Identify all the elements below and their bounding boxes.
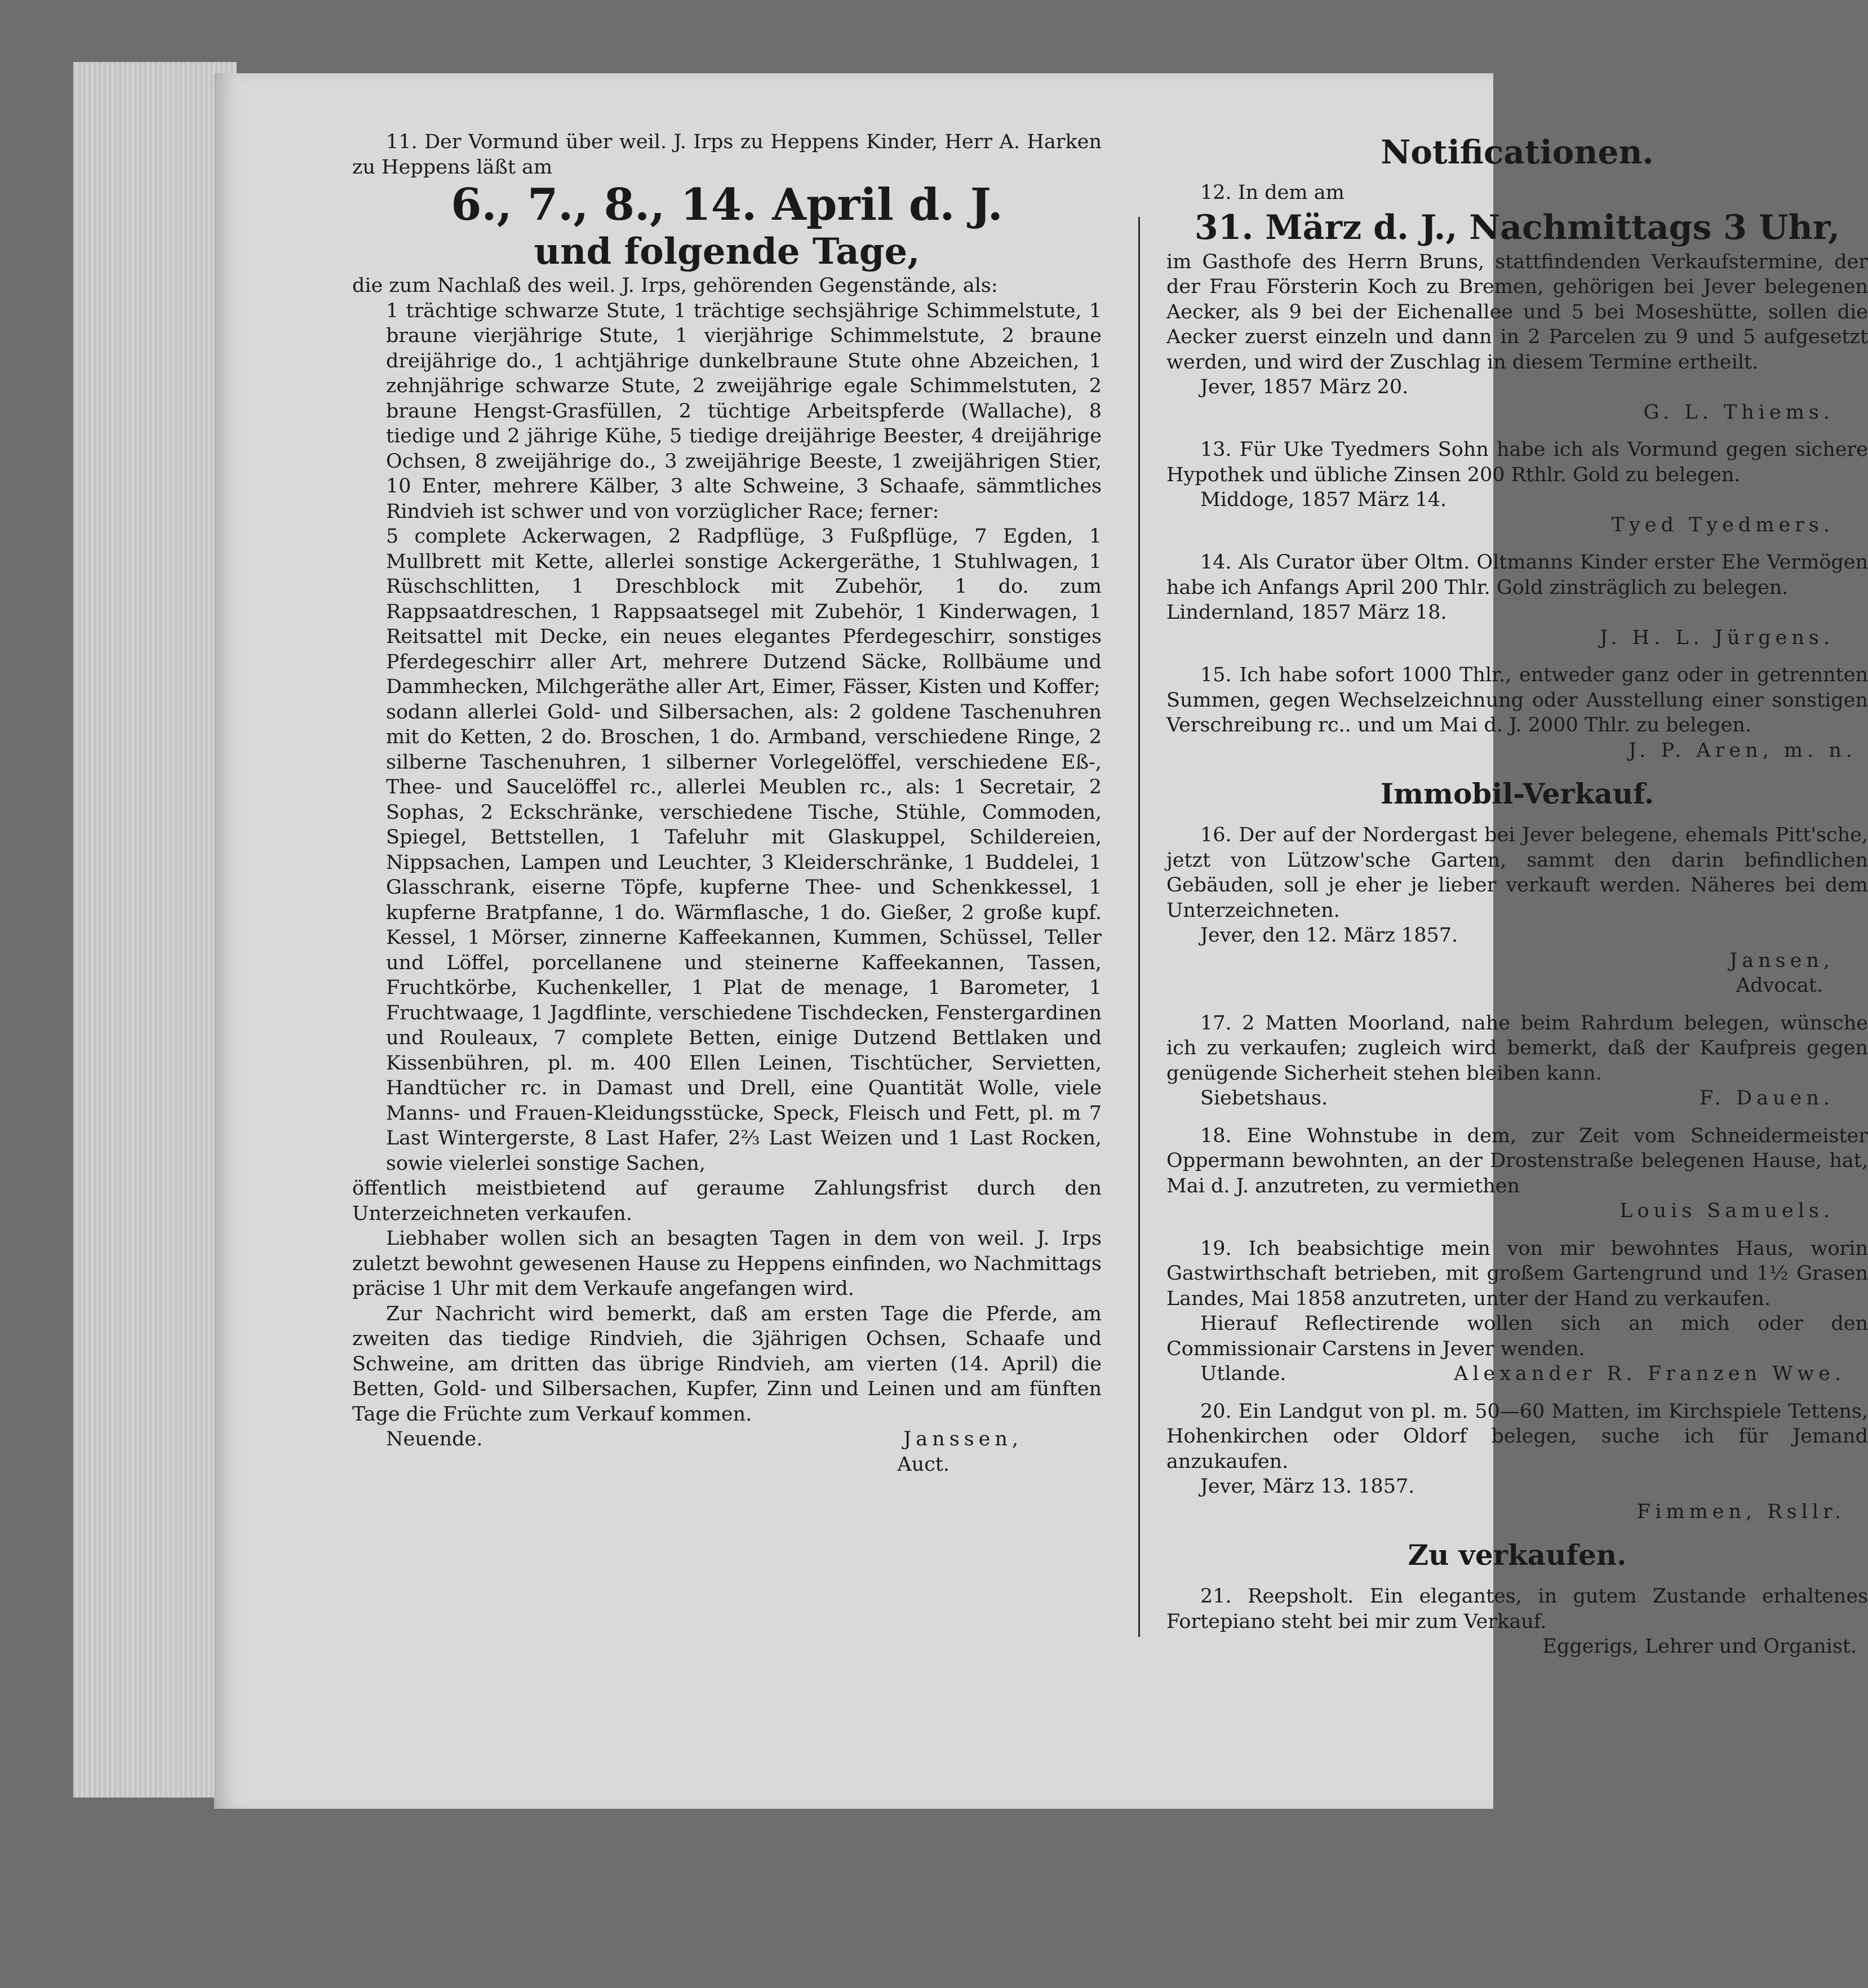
section-heading-zu-verkaufen: Zu verkaufen.: [1408, 1538, 1627, 1572]
notice-21-text: 21. Reepsholt. Ein elegantes, in gutem Zustande erhaltenes Fortepiano steht bei mir zum Verkauf.: [1166, 1585, 1868, 1633]
notice-18-text: 18. Eine Wohnstube in dem, zur Zeit vom Schneidermeister Oppermann bewohnten, an der Drostenstraße belegenen Hause, hat, Mai d. J. anzutreten, zu vermiethen: [1166, 1124, 1868, 1197]
notice-17-text: 17. 2 Matten Moorland, nahe beim Rahrdum belegen, wünsche ich zu verkaufen; zugleich wird bemerkt, daß der Kaufpreis gegen genügende Sicherheit stehen bleiben kann.: [1166, 1011, 1868, 1085]
section-heading-immobil: Immobil-Verkauf.: [1380, 777, 1654, 810]
notice-11-silver: sodann allerlei Gold- und Silbersachen, als: 2 goldene Taschenuhren mit do Ketten, 2 do. Broschen, 1 do. Armband, verschiedene Ringe, 2 silberne Taschenuhren, 1 silberner Vorlegelöffel, verschiedene Eß-, Thee- und Saucelöffel rc., allerlei Meublen rc., als: 1 Secretair, 2 Sophas, 2 Eckschränke, verschiedene Tische, Stühle, Commoden, Spiegel, Bettstellen, 1 Tafeluhr mit Glaskuppel, Schildereien, Nippsachen, Lampen und Leuchter, 3 Kleiderschränke, 1 Buddelei, 1 Glasschrank, eiserne Töpfe, kupferne Thee- und Schenkkessel, 1 kupferne Bratpfanne, 1 do. Wärmflasche, 1 do. Gießer, 2 große kupf. Kessel, 1 Mörser, zinnerne Kaffeekannen, Kummen, Schüssel, Teller und Löffel, porcellanene und steinerne Kaffeekannen, Tassen, Fruchtkörbe, Kuchenkeller, 1 Plat de menage, 1 Barometer, 1 Fruchtwaage, 1 Jagdflinte, verschiedene Tischdecken, Fenstergardinen und Rouleaux, 7 complete Betten, einige Dutzend Bettlaken und Kissenbühren, pl. m. 400 Ellen Leinen, Tischtücher, Servietten, Handtücher rc. in Damast und Drell, eine Quantität Wolle, viele Manns- und Frauen-Kleidungsstücke, Speck, Fleisch und Fett, pl. m 7 Last Wintergerste, 8 Last Hafer, 2⅔ Last Weizen und 1 Last Rocken, sowie vielerlei sonstige Sachen,: [386, 700, 1102, 1175]
notice-11-signer-title: Auct.: [897, 1453, 949, 1476]
notice-17-place: Siebetshaus.: [1200, 1087, 1328, 1110]
notice-11-lead: die zum Nachlaß des weil. J. Irps, gehörenden Gegenstände, als:: [352, 274, 998, 297]
notice-11-tools: 5 complete Ackerwagen, 2 Radpflüge, 3 Fußpflüge, 7 Egden, 1 Mullbrett mit Kette, allerlei sonstige Ackergeräthe, 1 Stuhlwagen, 1 Rüschschlitten, 1 Dreschblock mit Zubehör, 1 do. zum Rappsaatdreschen, 1 Rappsaatsegel mit Zubehör, 1 Kinderwagen, 1 Reitsattel mit Decke, ein neues elegantes Pferdegeschirr, sonstiges Pferdegeschirr aller Art, mehrere Dutzend Säcke, Rollbäume und Dammhecken, Milchgeräthe aller Art, Eimer, Fässer, Kisten und Koffer;: [386, 525, 1102, 698]
notice-14-sign: J. H. L. Jürgens.: [1600, 626, 1834, 649]
right-column: [1166, 130, 1868, 1659]
notice-15-text: 15. Ich habe sofort 1000 Thlr., entweder ganz oder in getrennten Summen, gegen Wechselzeichnung oder Ausstellung einer sonstigen Verschreibung rc.. und um Mai d. J. 2000 Thlr. zu belegen.: [1166, 664, 1868, 736]
notice-16-text: 16. Der auf der Nordergast bei Jever belegene, ehemals Pitt'sche, jetzt von Lützow'sche Garten, sammt den darin befindlichen Gebäuden, soll je eher je lieber verkauft werden. Näheres bei dem Unterzeichneten.: [1166, 824, 1868, 922]
notice-21-sign: Eggerigs, Lehrer und Organist.: [1542, 1635, 1857, 1658]
notice-11-note: Zur Nachricht wird bemerkt, daß am ersten Tage die Pferde, am zweiten das tiedige Rindvieh, die 3jährigen Ochsen, Schaafe und Schweine, am dritten das übrige Rindvieh, am vierten (14. April) die Betten, Gold- und Silbersachen, Kupfer, Zinn und Leinen und am fünften Tage die Früchte zum Verkauf kommen.: [352, 1302, 1102, 1426]
book-page-edges: [73, 62, 237, 1798]
notice-16-sign-title: Advocat.: [1736, 974, 1823, 997]
notice-12-intro: 12. In dem am: [1200, 181, 1345, 204]
notice-18-sign: Louis Samuels.: [1619, 1200, 1834, 1222]
notice-19-text-2: Hierauf Reflectirende wollen sich an mich oder den Commissionair Carstens in Jever wenden.: [1166, 1312, 1868, 1360]
notice-12-date: 31. März d. J., Nachmittags 3 Uhr,: [1194, 207, 1840, 247]
notice-11-dates: 6., 7., 8., 14. April d. J.: [451, 179, 1003, 230]
notice-11-public: öffentlich meistbietend auf geraume Zahlungsfrist durch den Unterzeichneten verkaufen.: [352, 1177, 1102, 1225]
notice-15-sign: J. P. Aren, m. n.: [1629, 739, 1857, 762]
notice-13-text: 13. Für Uke Tyedmers Sohn habe ich als Vormund gegen sichere Hypothek und übliche Zinsen 200 Rthlr. Gold zu belegen.: [1166, 438, 1868, 486]
column-divider: [1138, 217, 1140, 1637]
notice-19-place: Utlande.: [1200, 1363, 1286, 1385]
notice-17-sign: F. Dauen.: [1700, 1087, 1834, 1110]
newspaper-page: [214, 73, 1868, 1809]
notice-19-text: 19. Ich beabsichtige mein von mir bewohntes Haus, worin Gastwirthschaft betrieben, mit großem Gartengrund und 1½ Grasen Landes, Mai 1858 anzutreten, unter der Hand zu verkaufen.: [1166, 1237, 1868, 1310]
notice-12-date-line: Jever, 1857 März 20.: [1200, 376, 1409, 398]
notice-20-date-line: Jever, März 13. 1857.: [1200, 1475, 1415, 1498]
notice-12-sign: G. L. Thiems.: [1643, 401, 1834, 424]
left-column: [352, 130, 1102, 1477]
notice-19-sign: Alexander R. Franzen Wwe.: [1454, 1363, 1845, 1385]
notice-11-lovers: Liebhaber wollen sich an besagten Tagen in dem von weil. J. Irps zuletzt bewohnt gewesenen Hause zu Heppens einfinden, wo Nachmittags präcise 1 Uhr mit dem Verkaufe angefangen wird.: [352, 1227, 1102, 1300]
notice-20-sign: Fimmen, Rsllr.: [1636, 1500, 1845, 1523]
notice-11-following: und folgende Tage,: [534, 230, 920, 273]
notice-16-sign: Jansen,: [1729, 949, 1834, 972]
notice-12-text: im Gasthofe des Herrn Bruns, stattfindenden Verkaufstermine, der der Frau Försterin Koch zu Bremen, gehörigen bei Jever belegenen Aecker, als 9 bei der Eichenallee und 5 bei Moseshütte, sollen die Aecker zuerst einzeln und dann in 2 Parcelen zu 9 und 5 aufgesetzt werden, und wird der Zuschlag in diesem Termine ertheilt.: [1166, 250, 1868, 374]
notice-14-text: 14. Als Curator über Oltm. Oltmanns Kinder erster Ehe Vermögen habe ich Anfangs April 200 Thlr. Gold zinsträglich zu belegen.: [1166, 551, 1868, 599]
notice-11-place: Neuende.: [386, 1428, 483, 1450]
notice-11-signature-row: [352, 1427, 1102, 1452]
notice-14-date-line: Lindernland, 1857 März 18.: [1166, 601, 1447, 624]
section-heading-notifications: Notificationen.: [1381, 133, 1654, 171]
notice-13-sign: Tyed Tyedmers.: [1611, 513, 1834, 536]
notice-20-text: 20. Ein Landgut von pl. m. 50—60 Matten, im Kirchspiele Tettens, Hohenkirchen oder Oldorf belegen, suche ich für Jemand anzukaufen.: [1166, 1400, 1868, 1473]
notice-17-signature-row: [1166, 1086, 1868, 1111]
notice-13-date-line: Middoge, 1857 März 14.: [1200, 489, 1447, 511]
notice-11-livestock: 1 trächtige schwarze Stute, 1 trächtige sechsjährige Schimmelstute, 1 braune vierjährige Stute, 1 vierjährige Schimmelstute, 2 braune dreijährige do., 1 achtjährige dunkelbraune Stute ohne Abzeichen, 1 zehnjährige schwarze Stute, 2 zweijährige egale Schimmelstuten, 2 braune Hengst-Grasfüllen, 2 tüchtige Arbeitspferde (Wallache), 8 tiedige und 2 jährige Kühe, 5 tiedige dreijährige Beester, 4 dreijährige Ochsen, 8 zweijährige do., 3 zweijährige Beeste, 1 zweijährigen Stier, 10 Enter, mehrere Kälber, 3 alte Schweine, 3 Schaafe, sämmtliches Rindvieh ist schwer und von vorzüglicher Race; ferner:: [386, 299, 1102, 523]
notice-11-signer: Janssen,: [903, 1428, 1023, 1450]
notice-19-signature-row: [1166, 1361, 1868, 1387]
notice-16-date-line: Jever, den 12. März 1857.: [1200, 924, 1458, 947]
notice-11-intro: 11. Der Vormund über weil. J. Irps zu Heppens Kinder, Herr A. Harken zu Heppens läßt am: [352, 131, 1102, 179]
